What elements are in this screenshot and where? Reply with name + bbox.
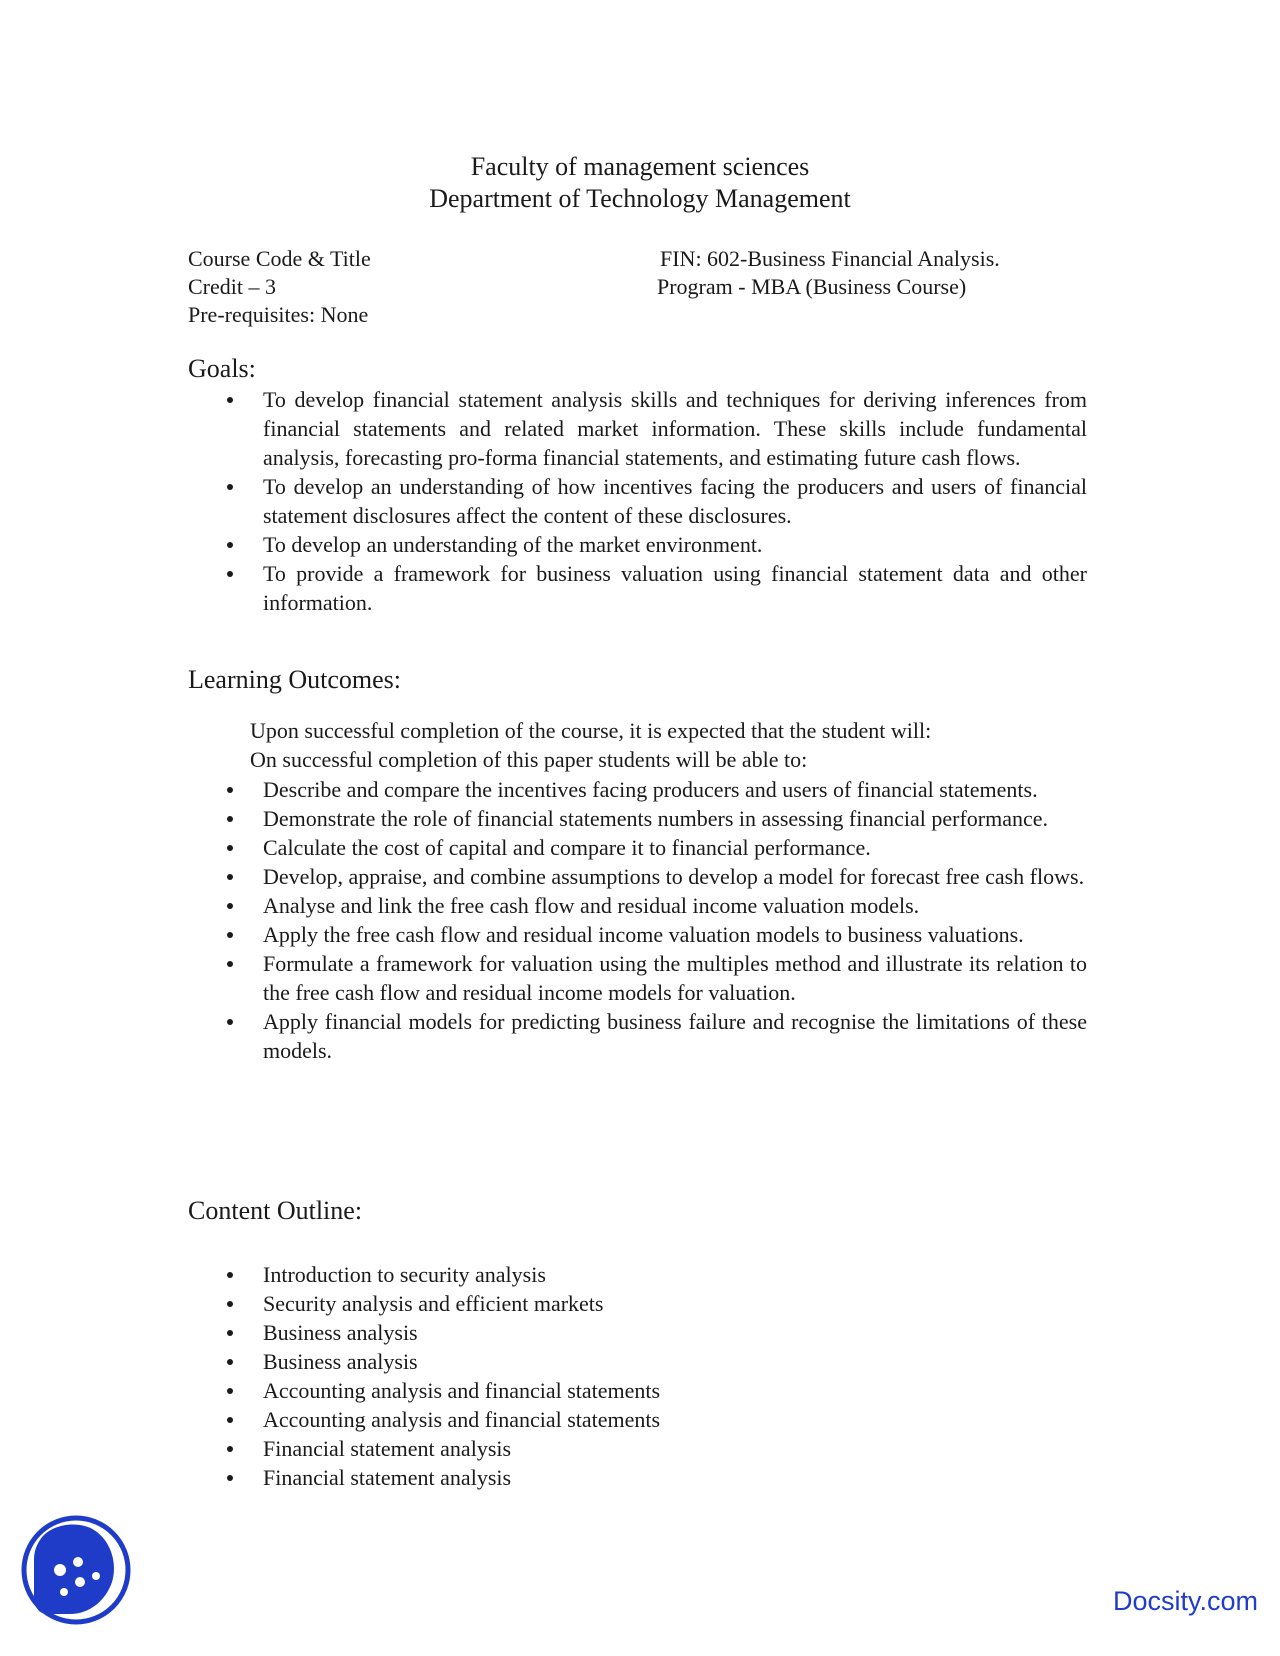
list-item: To develop an understanding of the market environment. [263, 530, 1087, 559]
bullet-icon [227, 961, 233, 967]
list-item: Accounting analysis and financial statements [263, 1376, 1087, 1405]
course-code-label: Course Code & Title [188, 246, 371, 271]
goals-list [263, 385, 1087, 617]
list-item: Demonstrate the role of financial statements numbers in assessing financial performance. [263, 804, 1087, 833]
learning-outcomes-heading: Learning Outcomes: [188, 665, 401, 694]
department-heading: Department of Technology Management [429, 184, 851, 213]
list-item: Apply the free cash flow and residual income valuation models to business valuations. [263, 920, 1087, 949]
list-item: Business analysis [263, 1318, 1087, 1347]
list-item: Analyse and link the free cash flow and residual income valuation models. [263, 891, 1087, 920]
credit-info: Credit – 3 [188, 274, 276, 299]
bullet-icon [227, 484, 233, 490]
bullet-icon [227, 903, 233, 909]
content-outline-heading: Content Outline: [188, 1196, 363, 1225]
bullet-icon [227, 1359, 233, 1365]
list-item: Introduction to security analysis [263, 1260, 1087, 1289]
bullet-icon [227, 1330, 233, 1336]
brand-link[interactable]: Docsity.com [1112, 1586, 1258, 1616]
bullet-icon [227, 787, 233, 793]
list-item: Apply financial models for predicting business failure and recognise the limitations of these models. [263, 1007, 1087, 1065]
program-info: Program - MBA (Business Course) [657, 274, 967, 299]
bullet-icon [227, 1417, 233, 1423]
bullet-icon [227, 1019, 233, 1025]
bullet-icon [227, 1446, 233, 1452]
list-item: Formulate a framework for valuation using the multiples method and illustrate its relation to the free cash flow and residual income models for valuation. [263, 949, 1087, 1007]
outcomes-intro-2: On successful completion of this paper students will be able to: [250, 747, 808, 772]
bullet-icon [227, 542, 233, 548]
bullet-icon [227, 1475, 233, 1481]
prerequisites: Pre-requisites: None [188, 302, 369, 327]
list-item: Describe and compare the incentives facing producers and users of financial statements. [263, 775, 1087, 804]
course-code-value: FIN: 602-Business Financial Analysis. [660, 246, 1000, 271]
bullet-icon [227, 932, 233, 938]
list-item: To develop financial statement analysis skills and techniques for deriving inferences from financial statements and related market information. These skills include fundamental analysis, forecasting pro-forma financial statements, and estimating future cash flows. [263, 385, 1087, 472]
list-item: Security analysis and efficient markets [263, 1289, 1087, 1318]
bullet-icon [227, 1272, 233, 1278]
list-item: Accounting analysis and financial statements [263, 1405, 1087, 1434]
bullet-icon [227, 571, 233, 577]
bullet-icon [227, 816, 233, 822]
list-item: Financial statement analysis [263, 1434, 1087, 1463]
list-item: Develop, appraise, and combine assumptions to develop a model for forecast free cash flows. [263, 862, 1087, 891]
goals-heading: Goals: [188, 354, 256, 383]
list-item: Financial statement analysis [263, 1463, 1087, 1492]
list-item: To develop an understanding of how incentives facing the producers and users of financial statement disclosures affect the content of these disclosures. [263, 472, 1087, 530]
outcomes-list [263, 775, 1087, 1065]
bullet-icon [227, 1301, 233, 1307]
outline-list [263, 1260, 1087, 1492]
list-item: Calculate the cost of capital and compare it to financial performance. [263, 833, 1087, 862]
outcomes-intro-1: Upon successful completion of the course, it is expected that the student will: [250, 718, 932, 743]
bullet-icon [227, 874, 233, 880]
faculty-heading: Faculty of management sciences [470, 152, 810, 181]
bullet-icon [227, 397, 233, 403]
bullet-icon [227, 845, 233, 851]
list-item: To provide a framework for business valuation using financial statement data and other information. [263, 559, 1087, 617]
docsity-logo-icon[interactable] [20, 1510, 132, 1628]
bullet-icon [227, 1388, 233, 1394]
list-item: Business analysis [263, 1347, 1087, 1376]
